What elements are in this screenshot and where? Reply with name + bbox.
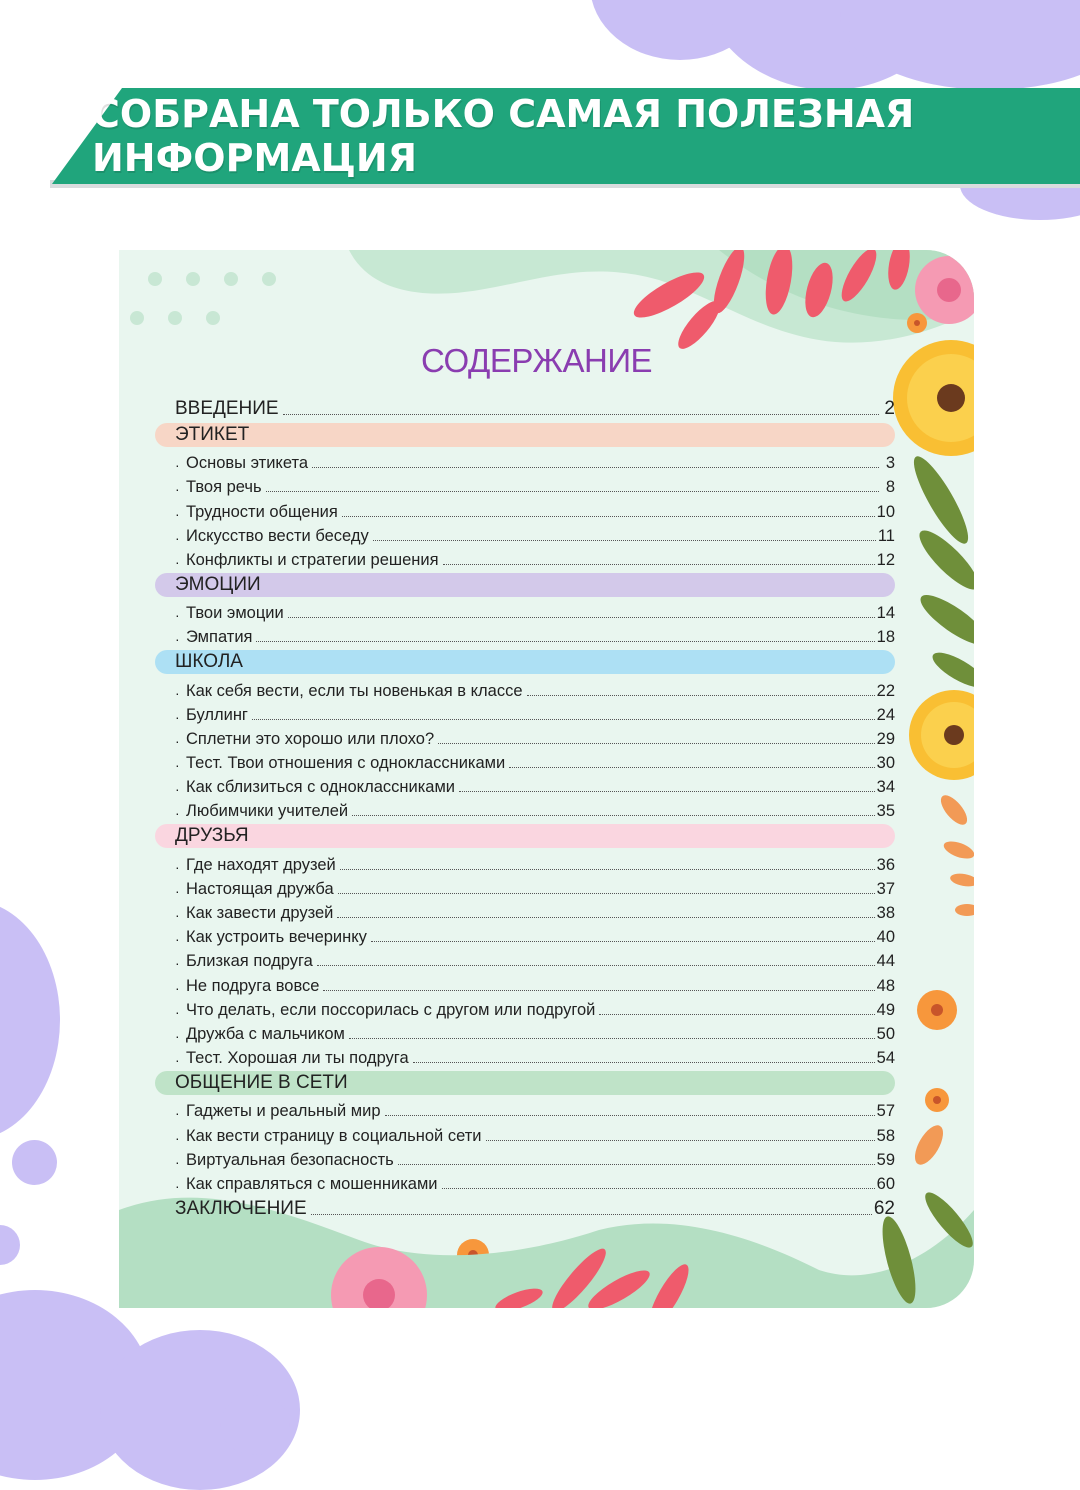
toc-item[interactable]	[155, 1146, 895, 1170]
decor-dots	[130, 272, 276, 325]
toc-item-page: 54	[876, 1049, 895, 1068]
toc-item[interactable]	[155, 623, 895, 647]
toc-section-heading[interactable]: ЭТИКЕТ	[155, 423, 895, 447]
toc-page	[119, 250, 974, 1308]
leader-dots	[371, 940, 875, 942]
leader-dots	[337, 916, 874, 918]
toc-item-page: 29	[876, 729, 895, 748]
toc-outro-page: 62	[873, 1197, 895, 1219]
bullet-icon: ·	[175, 457, 180, 474]
toc-list	[155, 396, 895, 1222]
bullet-icon: ·	[175, 708, 180, 725]
leader-dots	[385, 1114, 875, 1116]
toc-sections	[155, 423, 895, 1194]
toc-item[interactable]	[155, 797, 895, 821]
leader-dots	[413, 1061, 875, 1063]
bullet-icon: ·	[175, 505, 180, 522]
toc-outro-label: ЗАКЛЮЧЕНИЕ	[175, 1197, 307, 1219]
toc-item-label: Как завести друзей	[186, 904, 334, 922]
toc-item-label: Как себя вести, если ты новенькая в классе	[186, 681, 523, 700]
toc-item-label: Где находят друзей	[186, 855, 336, 874]
toc-intro-page: 2	[884, 398, 895, 419]
bullet-icon: ·	[175, 882, 180, 899]
toc-intro-label: ВВЕДЕНИЕ	[175, 398, 279, 419]
toc-item-label: Любимчики учителей	[186, 802, 349, 821]
banner-title: СОБРАНА ТОЛЬКО САМАЯ ПОЛЕЗНАЯ ИНФОРМАЦИЯ	[92, 92, 915, 180]
toc-item-page: 34	[876, 778, 895, 797]
toc-item-label: Искусство вести беседу	[186, 526, 369, 545]
toc-outro[interactable]	[155, 1196, 895, 1220]
leader-dots	[283, 413, 879, 415]
leader-dots	[340, 868, 875, 870]
toc-title: СОДЕРЖАНИЕ	[420, 342, 653, 379]
bullet-icon: ·	[175, 607, 180, 624]
leader-dots	[373, 539, 876, 541]
toc-item[interactable]	[155, 850, 895, 874]
toc-item[interactable]	[155, 749, 895, 773]
toc-item-page: 40	[876, 928, 895, 947]
leader-dots	[256, 640, 874, 642]
bullet-icon: ·	[175, 979, 180, 996]
toc-item-label: Тест. Хорошая ли ты подруга	[186, 1049, 409, 1068]
leader-dots	[443, 563, 875, 565]
leader-dots	[323, 989, 874, 991]
toc-item-page: 37	[876, 879, 895, 898]
toc-item-page: 58	[876, 1126, 895, 1145]
toc-item[interactable]	[155, 599, 895, 623]
bullet-icon: ·	[175, 1177, 180, 1194]
toc-item-page: 59	[876, 1150, 895, 1169]
toc-item[interactable]	[155, 546, 895, 570]
toc-item[interactable]	[155, 473, 895, 497]
toc-item-page: 10	[876, 502, 895, 521]
leader-dots	[338, 892, 875, 894]
toc-item-page: 11	[877, 526, 895, 545]
bullet-icon: ·	[175, 1027, 180, 1044]
bullet-icon: ·	[175, 955, 180, 972]
toc-item-label: Не подруга вовсе	[186, 976, 320, 995]
toc-item[interactable]	[155, 676, 895, 700]
leader-dots	[398, 1163, 875, 1165]
toc-item-page: 12	[876, 550, 895, 569]
toc-item[interactable]	[155, 875, 895, 899]
toc-item-page: 3	[885, 454, 895, 473]
toc-item[interactable]	[155, 947, 895, 971]
leader-dots	[252, 718, 875, 720]
toc-item[interactable]	[155, 1097, 895, 1121]
leader-dots	[599, 1013, 874, 1015]
toc-item-page: 60	[876, 1174, 895, 1193]
toc-item-page: 35	[876, 802, 895, 821]
bullet-icon: ·	[175, 553, 180, 570]
toc-section-heading[interactable]: ДРУЗЬЯ	[155, 824, 895, 848]
leader-dots	[527, 694, 875, 696]
toc-item-label: Как сблизиться с одноклассниками	[186, 778, 456, 797]
toc-item[interactable]	[155, 971, 895, 995]
bullet-icon: ·	[175, 781, 180, 798]
bullet-icon: ·	[175, 1153, 180, 1170]
bullet-icon: ·	[175, 529, 180, 546]
toc-item[interactable]	[155, 522, 895, 546]
toc-item-label: Эмпатия	[186, 628, 253, 647]
leader-dots	[317, 964, 875, 966]
leader-dots	[349, 1037, 875, 1039]
bullet-icon: ·	[175, 858, 180, 875]
green-leaves-right	[906, 451, 974, 694]
toc-item-label: Дружба с мальчиком	[186, 1024, 345, 1043]
leader-dots	[442, 1187, 875, 1189]
toc-item-page: 8	[885, 478, 895, 497]
toc-item[interactable]	[155, 1020, 895, 1044]
toc-item-label: Что делать, если поссорилась с другом или подругой	[186, 1000, 596, 1019]
toc-item-label: Сплетни это хорошо или плохо?	[186, 729, 435, 748]
orange-bud	[909, 1121, 948, 1169]
bullet-icon: ·	[175, 631, 180, 648]
leader-dots	[311, 1213, 872, 1215]
bullet-icon: ·	[175, 1003, 180, 1020]
orange-flower-small-1	[907, 313, 927, 333]
toc-item[interactable]	[155, 899, 895, 923]
toc-item-label: Гаджеты и реальный мир	[186, 1102, 381, 1121]
bullet-icon: ·	[175, 757, 180, 774]
orange-leaves	[936, 791, 974, 916]
toc-item-label: Основы этикета	[186, 454, 308, 473]
toc-item-label: Как вести страницу в социальной сети	[186, 1126, 482, 1145]
leader-dots	[459, 790, 875, 792]
toc-item-label: Трудности общения	[186, 502, 338, 521]
leader-dots	[342, 515, 875, 517]
leader-dots	[438, 742, 874, 744]
toc-section-heading[interactable]: ШКОЛА	[155, 650, 895, 674]
toc-item-label: Как справляться с мошенниками	[186, 1174, 438, 1193]
toc-item[interactable]	[155, 1044, 895, 1068]
toc-item-page: 48	[876, 976, 895, 995]
bullet-icon: ·	[175, 907, 180, 923]
toc-item-label: Буллинг	[186, 705, 248, 724]
yellow-flower-2	[909, 690, 974, 780]
toc-item-label: Виртуальная безопасность	[186, 1150, 394, 1169]
leader-dots	[288, 616, 875, 618]
toc-item-label: Настоящая дружба	[186, 879, 334, 898]
toc-item[interactable]	[155, 449, 895, 473]
toc-item[interactable]	[155, 497, 895, 521]
bullet-icon: ·	[175, 805, 180, 822]
leader-dots	[352, 814, 875, 816]
toc-item-label: Близкая подруга	[186, 952, 313, 971]
orange-flower-3	[925, 1088, 949, 1112]
toc-item-page: 18	[876, 628, 895, 647]
leader-dots	[312, 466, 879, 468]
orange-flower-2	[917, 990, 957, 1030]
toc-item-page: 24	[876, 705, 895, 724]
toc-item-label: Тест. Твои отношения с одноклассниками	[186, 754, 506, 773]
toc-item-page: 50	[876, 1024, 895, 1043]
lilac-blob-bottom-3	[220, 1395, 290, 1455]
toc-item[interactable]	[155, 923, 895, 947]
toc-item[interactable]	[155, 725, 895, 749]
toc-item-label: Твоя речь	[186, 478, 262, 497]
bullet-icon: ·	[175, 732, 180, 749]
toc-item[interactable]	[155, 1170, 895, 1194]
bullet-icon: ·	[175, 931, 180, 948]
toc-item[interactable]	[155, 701, 895, 725]
bullet-icon: ·	[175, 684, 180, 701]
toc-item-label: Конфликты и стратегии решения	[186, 550, 439, 569]
bullet-icon: ·	[175, 481, 180, 498]
toc-item-page: 36	[876, 855, 895, 874]
toc-item-label: Как устроить вечеринку	[186, 928, 367, 947]
toc-item[interactable]	[155, 773, 895, 797]
leader-dots	[266, 490, 879, 492]
lilac-blob-left-1	[0, 900, 60, 1140]
toc-item-label: Твои эмоции	[186, 604, 284, 623]
bullet-icon: ·	[175, 1052, 180, 1069]
toc-item-page: 57	[876, 1102, 895, 1121]
bullet-icon: ·	[175, 1129, 180, 1146]
toc-item[interactable]	[155, 1121, 895, 1145]
lilac-blob-left-2	[12, 1140, 57, 1185]
toc-item-page: 22	[876, 681, 895, 700]
toc-section-heading[interactable]: ЭМОЦИИ	[155, 573, 895, 597]
toc-item-page: 49	[876, 1000, 895, 1019]
bullet-icon: ·	[175, 1105, 180, 1122]
toc-intro[interactable]	[155, 396, 895, 420]
toc-item-page: 30	[876, 754, 895, 773]
toc-item-page: 38	[876, 904, 895, 922]
lilac-blob-left-3	[0, 1225, 20, 1265]
toc-item[interactable]	[155, 996, 895, 1020]
toc-item-page: 44	[876, 952, 895, 971]
leader-dots	[486, 1139, 875, 1141]
leader-dots	[509, 766, 874, 768]
toc-item-page: 14	[876, 604, 895, 623]
toc-section-heading[interactable]: ОБЩЕНИЕ В СЕТИ	[155, 1071, 895, 1095]
